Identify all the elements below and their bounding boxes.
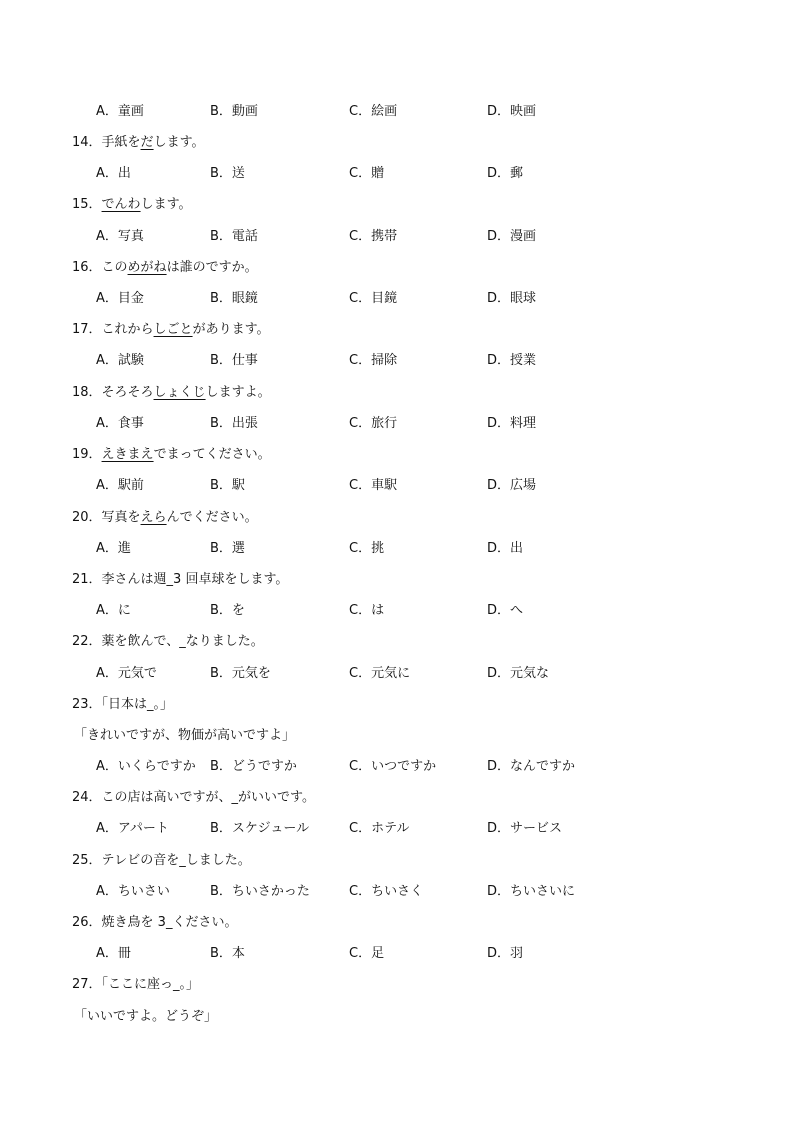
option-a: A．出 xyxy=(96,166,131,181)
option-d: D．羽 xyxy=(487,946,524,961)
question-prefix: 14．手紙を xyxy=(72,135,141,150)
underlined-word: えら xyxy=(140,510,167,525)
underlined-word: しょくじ xyxy=(153,385,206,400)
option-b: B．電話 xyxy=(210,229,258,244)
option-c: C．目鏡 xyxy=(349,291,398,306)
option-a: A．目金 xyxy=(96,291,144,306)
option-a: A．アパート xyxy=(96,821,169,836)
option-c: C．ホテル xyxy=(349,821,410,836)
question-suffix: でまってください。 xyxy=(153,447,271,462)
question-suffix: します。 xyxy=(140,197,192,212)
option-c: C．掃除 xyxy=(349,353,398,368)
option-a: A．元気で xyxy=(96,666,157,681)
option-c: C．元気に xyxy=(349,666,411,681)
option-b: B．元気を xyxy=(210,666,271,681)
question-text xyxy=(72,259,258,277)
underlined-word: でんわ xyxy=(101,197,141,212)
option-c: C．足 xyxy=(349,946,385,961)
option-a: A．進 xyxy=(96,541,131,556)
option-b: B．スケジュール xyxy=(210,821,310,836)
option-b: B．どうですか xyxy=(210,759,297,774)
option-b: B．ちいさかった xyxy=(210,884,310,899)
question-prefix: 19． xyxy=(72,447,102,462)
option-a: A．食事 xyxy=(96,416,144,431)
question-prefix: 16．この xyxy=(72,260,128,275)
option-d: D．広場 xyxy=(487,478,537,493)
question-text xyxy=(72,789,315,807)
option-d: D．郵 xyxy=(487,166,524,181)
question-prefix: 15． xyxy=(72,197,102,212)
option-c: C．挑 xyxy=(349,541,385,556)
option-d: D．料理 xyxy=(487,416,537,431)
question-prefix: 27．「ここに座っ_。」 xyxy=(72,977,200,992)
question-text xyxy=(72,976,199,994)
dialogue-line: 「きれいですが、物価が高いですよ」 xyxy=(74,728,296,743)
option-a: A．童画 xyxy=(96,104,144,119)
option-a: A．写真 xyxy=(96,229,144,244)
option-b: B．仕事 xyxy=(210,353,258,368)
option-c: C．いつですか xyxy=(349,759,437,774)
question-text xyxy=(72,696,173,714)
option-d: D．漫画 xyxy=(487,229,537,244)
option-d: D．サービス xyxy=(487,821,563,836)
question-text xyxy=(72,852,251,870)
option-c: C．携帯 xyxy=(349,229,398,244)
question-text xyxy=(72,509,258,527)
underlined-word: しごと xyxy=(153,322,193,337)
question-text xyxy=(72,384,271,402)
option-a: A．ちいさい xyxy=(96,884,170,899)
option-c: C．車駅 xyxy=(349,478,398,493)
option-b: B．を xyxy=(210,603,245,618)
option-a: A．に xyxy=(96,603,131,618)
option-c: C．贈 xyxy=(349,166,385,181)
question-text xyxy=(72,633,264,651)
dialogue-line: 「いいですよ。どうぞ」 xyxy=(74,1009,218,1024)
option-d: D．授業 xyxy=(487,353,537,368)
option-d: D．なんですか xyxy=(487,759,576,774)
question-text xyxy=(72,196,192,214)
question-prefix: 26．焼き鳥を 3_ください。 xyxy=(72,915,238,930)
question-suffix: します。 xyxy=(153,135,205,150)
question-prefix: 25．テレビの音を_しました。 xyxy=(72,853,251,868)
option-d: D．元気な xyxy=(487,666,550,681)
question-prefix: 23．「日本は_。」 xyxy=(72,697,174,712)
option-c: C．は xyxy=(349,603,385,618)
question-prefix: 17．これから xyxy=(72,322,154,337)
option-b: B．動画 xyxy=(210,104,258,119)
question-suffix: しますよ。 xyxy=(205,385,271,400)
question-prefix: 20．写真を xyxy=(72,510,141,525)
question-suffix: んでください。 xyxy=(166,510,258,525)
option-d: D．へ xyxy=(487,603,524,618)
question-text xyxy=(72,571,288,589)
question-text xyxy=(72,446,271,464)
option-a: A．冊 xyxy=(96,946,131,961)
underlined-word: えきまえ xyxy=(101,447,154,462)
option-b: B．駅 xyxy=(210,478,245,493)
question-prefix: 22．薬を飲んで、_なりました。 xyxy=(72,634,264,649)
option-d: D．映画 xyxy=(487,104,537,119)
option-a: A．駅前 xyxy=(96,478,144,493)
underlined-word: だ xyxy=(140,135,154,150)
option-b: B．本 xyxy=(210,946,245,961)
option-a: A．試験 xyxy=(96,353,144,368)
option-a: A．いくらですか xyxy=(96,759,196,774)
option-b: B．選 xyxy=(210,541,245,556)
option-d: D．眼球 xyxy=(487,291,537,306)
option-c: C．旅行 xyxy=(349,416,398,431)
question-text xyxy=(72,134,205,152)
option-c: C．絵画 xyxy=(349,104,398,119)
option-d: D．ちいさいに xyxy=(487,884,576,899)
question-text xyxy=(72,914,237,932)
underlined-word: めがね xyxy=(127,260,167,275)
question-prefix: 24．この店は高いですが、_がいいです。 xyxy=(72,790,316,805)
question-suffix: があります。 xyxy=(192,322,270,337)
option-b: B．眼鏡 xyxy=(210,291,258,306)
option-b: B．送 xyxy=(210,166,245,181)
question-suffix: は誰のですか。 xyxy=(166,260,258,275)
question-prefix: 21．李さんは週_3 回卓球をします。 xyxy=(72,572,289,587)
option-c: C．ちいさく xyxy=(349,884,424,899)
question-prefix: 18．そろそろ xyxy=(72,385,154,400)
option-b: B．出張 xyxy=(210,416,258,431)
option-d: D．出 xyxy=(487,541,524,556)
question-text xyxy=(72,321,270,339)
